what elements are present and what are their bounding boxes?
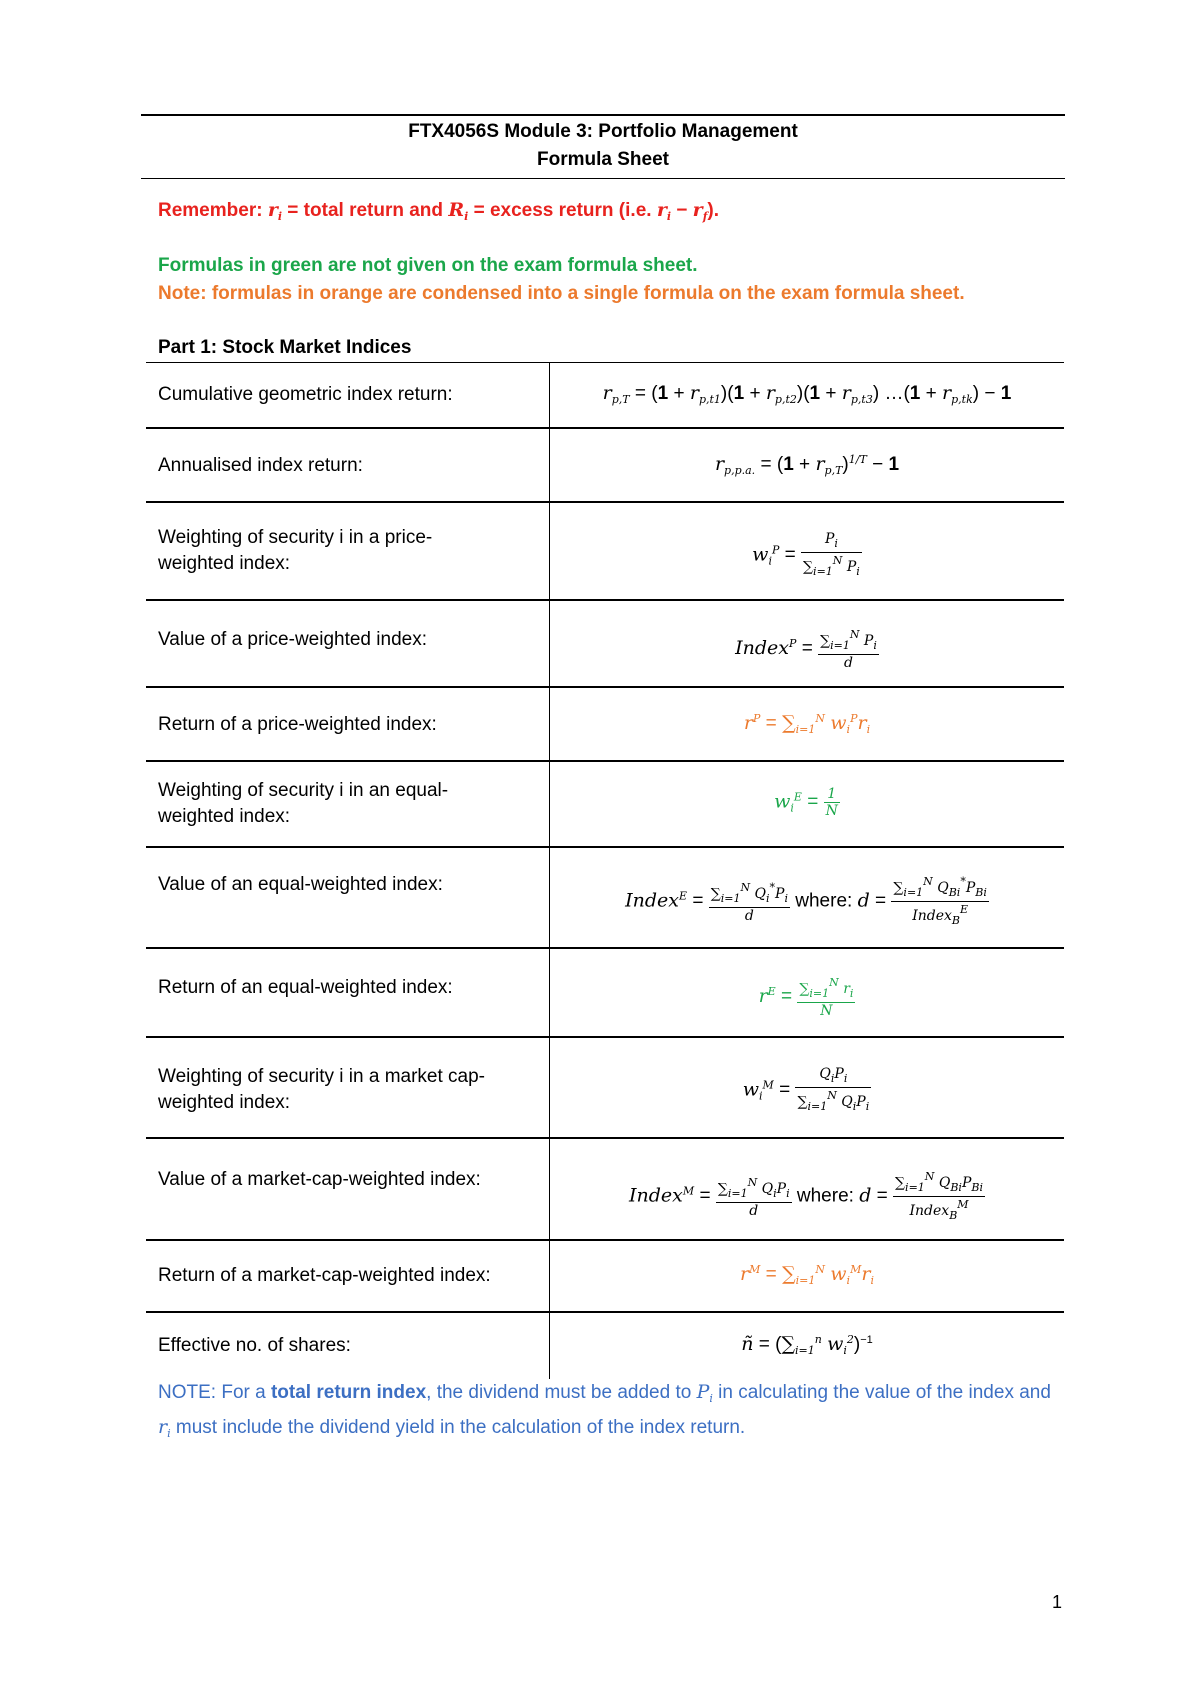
table-row: [146, 688, 1064, 762]
row-label: Value of an equal-weighted index:: [158, 874, 443, 895]
row-label: Return of a price-weighted index:: [158, 714, 437, 735]
formula-mcap-index-value: Index$^M$ = $\frac{\sum_{i=1}^N Q_iP_i}{d}$ where: d = $\frac{\sum_{i=1}^N Q_{Bi}P_{Bi}}{Index_B^M}$: [629, 1170, 983, 1222]
row-label: Return of a market-cap-weighted index:: [158, 1265, 491, 1286]
table-row: [146, 362, 1064, 429]
page-number: 1: [1052, 1592, 1063, 1612]
row-label: Value of a market-cap-weighted index:: [158, 1169, 481, 1190]
header-bottom-rule: [141, 178, 1065, 179]
row-label: Return of an equal-weighted index:: [158, 977, 453, 998]
table-row: [146, 1241, 1064, 1313]
formula-effective-shares: ñ = ($\sum_{i=1}^n$ $w_i^2)^{-1}$: [741, 1333, 873, 1357]
total-return-note: NOTE: For a total return index, the dividend must be added to $P_i$ in calculating the value of the index and $r_i$ must include the dividend yield in the calculation of the index return.: [158, 1381, 1051, 1440]
page-subtitle: Formula Sheet: [537, 149, 669, 170]
green-legend-note: Formulas in green are not given on the exam formula sheet.: [158, 255, 698, 276]
row-label: Effective no. of shares:: [158, 1335, 351, 1356]
formula-equal-index-return: $r^E$ = $\frac{\sum_{i=1}^N r_i}{N}$: [758, 976, 854, 1019]
table-row: [146, 1038, 1064, 1139]
orange-legend-note: Note: formulas in orange are condensed into a single formula on the exam formula sheet.: [158, 283, 965, 304]
table-row: [146, 1313, 1064, 1379]
formula-cumulative-return: $r_{p,T} = (1 + r_{p,t1})(1 + r_{p,t2})(1 + r_{p,t3})$ …(1 + $r_{p,tk}) - 1$: [602, 382, 1012, 406]
formula-equal-index-value: Index$^E$ = $\frac{\sum_{i=1}^N Q_i^*P_i}{d}$ where: d = $\frac{\sum_{i=1}^N Q_{Bi}^*P_{Bi}}{Index_B^E}$: [625, 875, 987, 927]
table-row: [146, 762, 1064, 848]
row-label: Annualised index return:: [158, 455, 363, 476]
formula-mcap-weight: $w_i^M$ = $\frac{Q_iP_i}{\sum_{i=1}^N Q_iP_i}$: [742, 1066, 870, 1113]
header-top-rule: [141, 114, 1065, 116]
formula-mcap-index-return: $r^M = \sum_{i=1}^N$ $w_i^Mr_i$: [740, 1263, 874, 1287]
formula-annualised-return: $r_{p,p.a.} = (1 + r_{p,T})^{1/T} - 1$: [714, 453, 900, 477]
table-row: [146, 429, 1064, 503]
formula-equal-weight: $w_i^E$ = $\frac{1}{N}$: [774, 786, 838, 819]
table-row: [146, 601, 1064, 688]
row-label: Weighting of security i in a price- weighted index:: [158, 527, 433, 574]
formula-price-index-return: $r^P = \sum_{i=1}^N$ $w_i^Pr_i$: [743, 712, 871, 736]
row-label: Cumulative geometric index return:: [158, 384, 453, 405]
table-row: [146, 848, 1064, 949]
table-row: [146, 503, 1064, 601]
row-label: Value of a price-weighted index:: [158, 629, 427, 650]
row-label: Weighting of security i in a market cap- weighted index:: [158, 1066, 486, 1113]
part-1-title: Part 1: Stock Market Indices: [158, 337, 412, 358]
formula-table: [146, 362, 1064, 1379]
table-row: [146, 1139, 1064, 1241]
remember-note: Remember: $r_i$ = total return and $R_i$ = excess return (i.e. $r_i - r_f$).: [158, 199, 720, 223]
formula-price-index-value: Index$^P$ = $\frac{\sum_{i=1}^N P_i}{d}$: [735, 628, 877, 671]
table-row: [146, 949, 1064, 1038]
page-title: FTX4056S Module 3: Portfolio Management: [408, 121, 798, 142]
row-label: Weighting of security i in an equal- weighted index:: [158, 780, 449, 827]
formula-price-weight: $w_i^P$ = $\frac{P_i}{\sum_{i=1}^N P_i}$: [752, 531, 860, 578]
